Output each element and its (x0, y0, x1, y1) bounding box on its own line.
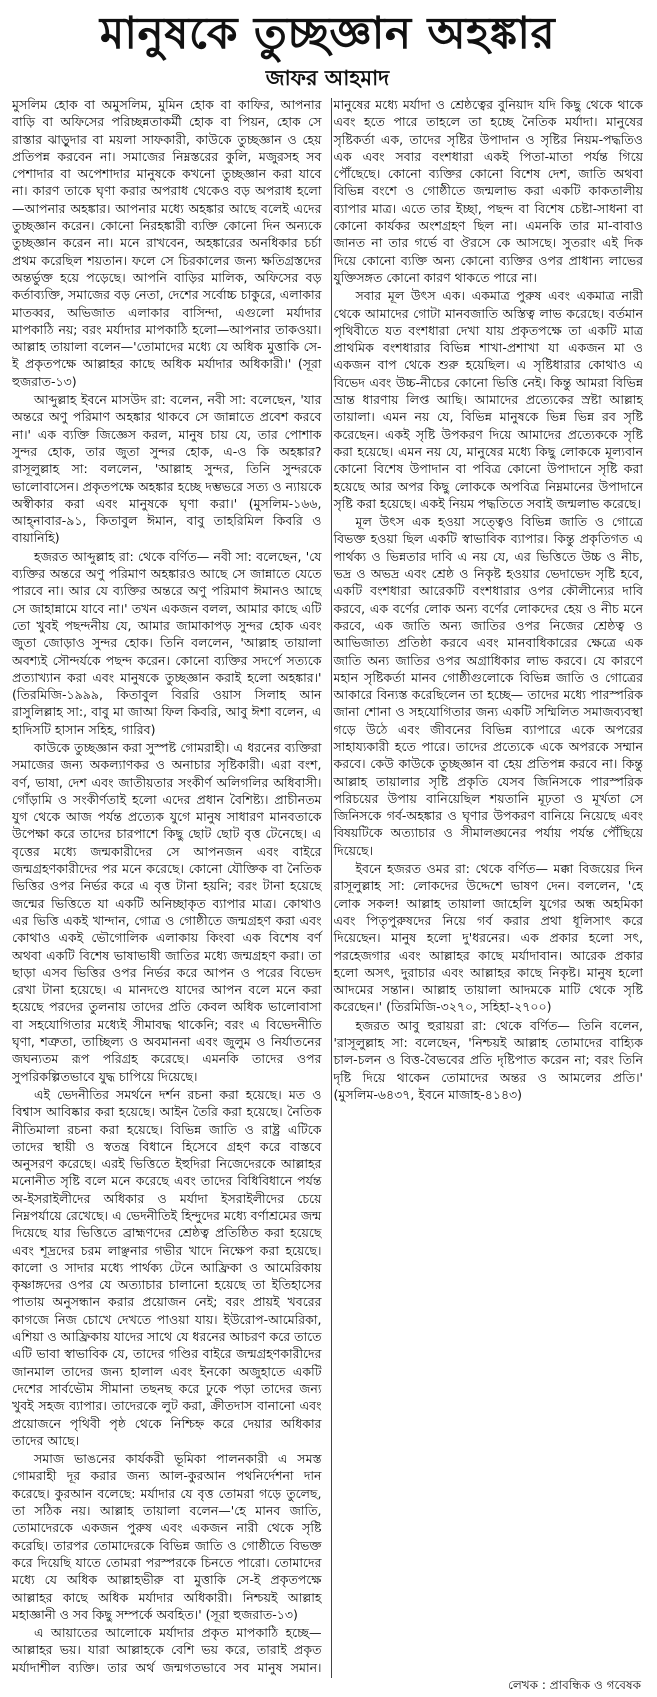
article-paragraph: মূল উৎস এক হওয়া সত্ত্বেও বিভিন্ন জাতি ও গোত্রে বিভক্ত হওয়া ছিল একটি স্বাভাবিক ব্যাপার। কিন্তু প্রকৃতিগত এ পার্থক্য ও ভিন্নতার দাবি এ নয় যে, এর ভিত্তিতে উচ্চ ও নীচ, ভদ্র ও অভদ্র এবং শ্রেষ্ঠ ও নিকৃষ্ট হওয়ার ভেদাভেদ সৃষ্টি হবে, একটি বংশধারা আরেকটি বংশধারার ওপর কৌলীন্যের দাবি করবে, এক বর্ণের লোক অন্য বর্ণের লোকদের হেয় ও নীচ মনে করবে, এক জাতি অন্য জাতির ওপর নিজের শ্রেষ্ঠত্ব ও আভিজাত্য প্রতিষ্ঠা করবে এবং মানবাধিকারের ক্ষেত্রে এক জাতি অন্য জাতির ওপর অগ্রাধিকার লাভ করবে। যে কারণে মহান সৃষ্টিকর্তা মানব গোষ্ঠীগুলোকে বিভিন্ন জাতি ও গোত্রের আকারে বিন্যস্ত করেছিলেন তা হচ্ছে— তাদের মধ্যে পারস্পরিক জানা শোনা ও সহযোগিতার জন্য একটি সম্মিলিত সমাজব্যবস্থা গড়ে উঠে এবং জীবনের বিভিন্ন ব্যাপারে একে অপরের সাহায্যকারী হতে পারে। তাদের প্রত্যেকে একে অপরকে সম্মান করবে। কেউ কাউকে তুচ্ছজ্ঞান বা হেয় প্রতিপন্ন করবে না। কিন্তু আল্লাহ তায়ালার সৃষ্টি প্রকৃতি যেসব জিনিসকে পারস্পরিক পরিচয়ের উপায় বানিয়েছিল শয়তানি মূঢ়তা ও মূর্খতা সে জিনিসকে গর্ব-অহঙ্কার ও ঘৃণার উপকরণ বানিয়ে নিয়েছে এবং বিষয়টিকে অত্যাচার ও সীমালঙ্ঘনের পর্যায় পর্যন্ত পৌঁছিয়ে দিয়েছে। (333, 514, 643, 858)
article-paragraph: হজরত আব্দুল্লাহ রা: থেকে বর্ণিত— নবী সা: বলেছেন, 'যে ব্যক্তির অন্তরে অণু পরিমাণ অহঙ্কারও আছে সে জান্নাতে যেতে পারবে না। আর যে ব্যক্তির অন্তরে অণু পরিমাণ ঈমানও আছে সে জাহান্নামে যাবে না।' তখন একজন বলল, আমার কাছে এটি তো খুবই পছন্দনীয় যে, আমার জামাকাপড় সুন্দর হোক এবং জুতা জোড়াও সুন্দর হোক। তিনি বললেন, 'আল্লাহ তায়ালা অবশ্যই সৌন্দর্যকে পছন্দ করেন। কোনো ব্যক্তির সদর্পে সত্যকে প্রত্যাখ্যান করা এবং মানুষকে তুচ্ছজ্ঞান করাই হলো অহঙ্কার।' (তিরমিজি-১৯৯৯, কিতাবুল বিররি ওয়াস সিলাহ আন রাসুলিল্লাহ সা:, বাবু মা জাআ ফিল কিবরি, আবু ঈশা বলেন, এ হাদিসটি হাসান সহিহ, গারিব) (12, 548, 322, 737)
article-paragraph: সবার মূল উৎস এক। একমাত্র পুরুষ এবং একমাত্র নারী থেকে আমাদের গোটা মানবজাতি অস্তিত্ব লাভ করেছে। বর্তমান পৃথিবীতে যত বংশধারা দেখা যায় প্রকৃতপক্ষে তা একটি মাত্র প্রাথমিক বংশধারার বিভিন্ন শাখা-প্রশাখা যা একজন মা ও একজন বাপ থেকে শুরু হয়েছিল। এ সৃষ্টিধারার কোথাও এ বিভেদ এবং উচ্চ-নীচের কোনো ভিত্তি নেই। কিন্তু আমরা বিভিন্ন ভ্রান্ত ধারণায় লিপ্ত আছি। আমাদের প্রত্যেকের স্রষ্টা আল্লাহ তায়ালা। এমন নয় যে, বিভিন্ন মানুষকে ভিন্ন ভিন্ন রব সৃষ্টি করেছেন। একই সৃষ্টি উপকরণ দিয়ে আমাদের প্রত্যেককে সৃষ্টি করা হয়েছে। এমন নয় যে, মানুষের মধ্যে কিছু লোককে মূল্যবান কোনো বিশেষ উপাদান বা পবিত্র কোনো উপাদানে সৃষ্টি করা হয়েছে আর অপর কিছু লোককে অপবিত্র নিম্নমানের উপাদানে সৃষ্টি করা হয়েছে। একই নিয়ম পদ্ধতিতে সবাই জন্মলাভ করেছে। (333, 288, 643, 511)
article-paragraph: হজরত আবু হুরায়রা রা: থেকে বর্ণিত— তিনি বলেন, 'রাসূলুল্লাহ সা: বলেছেন, 'নিশ্চয়ই আল্লাহ তোমাদের বাহ্যিক চাল-চলন ও বিত্ত-বৈভবের প্রতি দৃষ্টিপাত করেন না; বরং তিনি দৃষ্টি দিয়ে থাকেন তোমাদের অন্তর ও আমলের প্রতি।' (মুসলিম-৬৪৩৭, ইবনে মাজাহ-৪১৪৩) (333, 1017, 643, 1102)
column-divider (331, 98, 332, 1678)
article-body (12, 96, 643, 1686)
article-paragraph: মুসলিম হোক বা অমুসলিম, মুমিন হোক বা কাফির, আপনার বাড়ি বা অফিসের পরিচ্ছন্নতাকর্মী হোক বা পিয়ন, হোক সে রাস্তার ঝাড়ুদার বা ময়লা সাফকারী, কাউকে তুচ্ছজ্ঞান ও হেয় প্রতিপন্ন করবেন না। সমাজের নিম্নস্তরের কুলি, মজুরসহ সব পেশাদার বা অপেশাদার মানুষকে কখনো তুচ্ছজ্ঞান করা যাবে না। কারণ তাকে ঘৃণা করার অপরাধ থেকেও বড় অপরাধ হলো—আপনার অহঙ্কার। আপনার মধ্যে অহঙ্কার আছে বলেই এদের তুচ্ছজ্ঞান করেন। কোনো নিরহঙ্কারী ব্যক্তি কোনো দিন অন্যকে তুচ্ছজ্ঞান করেন না। মনে রাখবেন, অহঙ্কারের অনধিকার চর্চা প্রথম করেছিল শয়তান। ফলে সে চিরকালের জন্য ক্ষতিগ্রস্তদের অন্তর্ভুক্ত হয়ে পড়েছে। আপনি বাড়ির মালিক, অফিসের বড় কর্তাব্যক্তি, সমাজের বড় নেতা, দেশের সর্বোচ্চ চাকুরে, এলাকার মাতব্বর, অভিজাত এলাকার বাসিন্দা, এগুলো মর্যাদার মাপকাঠি নয়; বরং মর্যাদার মাপকাঠি হলো—আপনার তাকওয়া। আল্লাহ তায়ালা বলেন—'তোমাদের মধ্যে যে অধিক মুত্তাকি সে-ই প্রকৃতপক্ষে আল্লাহর কাছে অধিক মর্যাদার অধিকারী।' (সূরা হুজরাত-১৩) (12, 97, 322, 389)
article-paragraph: ইবনে হজরত ওমর রা: থেকে বর্ণিত— মক্কা বিজয়ের দিন রাসূলুল্লাহ সা: লোকদের উদ্দেশে ভাষণ দেন। বললেন, 'হে লোক সকল! আল্লাহ তায়ালা জাহেলি যুগের অন্ধ অহমিকা এবং পিতৃপুরুষদের নিয়ে গর্ব করার প্রথা ধূলিসাৎ করে দিয়েছেন। মানুষ হলো দু'ধরনের। এক প্রকার হলো সৎ, পরহেজগার এবং আল্লাহর কাছে মর্যাদাবান। আরেক প্রকার হলো অসৎ, দুরাচার এবং আল্লাহর কাছে নিকৃষ্ট। মানুষ হলো আদমের সন্তান। আল্লাহ তায়ালা আদমকে মাটি থেকে সৃষ্টি করেছেন।' (তিরমিজি-৩২৭০, সহিহা-২৭০০) (333, 861, 643, 1015)
article-byline: জাফর আহমাদ (265, 66, 390, 90)
article-headline: মানুষকে তুচ্ছজ্ঞান অহঙ্কার (99, 8, 556, 59)
article-paragraph: এই ভেদনীতির সমর্থনে দর্শন রচনা করা হয়েছে। মত ও বিশ্বাস আবিষ্কার করা হয়েছে। আইন তৈরি করা হয়েছে। নৈতিক নীতিমালা রচনা করা হয়েছে। বিভিন্ন জাতি ও রাষ্ট্র এটিকে তাদের স্থায়ী ও স্বতন্ত্র বিধানে হিসেবে গ্রহণ করে বাস্তবে অনুসরণ করেছে। এরই ভিত্তিতে ইহুদিরা নিজেদেরকে আল্লাহর মনোনীত সৃষ্টি বলে মনে করেছে এবং তাদের বিধিবিধানে পর্যন্ত অ-ইসরাইলীদের অধিকার ও মর্যাদা ইসরাইলীদের চেয়ে নিম্নপর্যায়ে রেখেছে। এ ভেদনীতিই হিন্দুদের মধ্যে বর্ণাশ্রমের জন্ম দিয়েছে যার ভিত্তিতে ব্রাহ্মণদের শ্রেষ্ঠত্ব প্রতিষ্ঠিত করা হয়েছে এবং শূদ্রদের চরম লাঞ্ছনার গভীর খাদে নিক্ষেপ করা হয়েছে। কালো ও সাদার মধ্যে পার্থক্য টেনে আফ্রিকা ও আমেরিকায় কৃষ্ণাঙ্গদের ওপর যে অত্যাচার চালানো হয়েছে তা ইতিহাসের পাতায় অনুসন্ধান করার প্রয়োজন নেই; বরং প্রায়ই খবরের কাগজে নিজ চোখে দেখতে পাওয়া যায়। ইউরোপ-আমেরিকা, এশিয়া ও আফ্রিকায় যাদের সাথে যে ধরনের আচরণ করে তাতে এটি ভাবা স্বাভাবিক যে, তাদের গণ্ডির বাইরে জন্মগ্রহণকারীদের জানমাল তাদের জন্য হালাল এবং ইনকো অজুহাতে একটি দেশের সার্বভৌম সীমানা তছনছ করে ঢুকে পড়া তাদের জন্য খুবই সহজ ব্যাপার। তাদেরকে লুট করা, ক্রীতদাস বানানো এবং প্রয়োজনে পৃথিবী পৃষ্ঠ থেকে নিশ্চিহ্ন করে দেয়ার অধিকার তাদের আছে। (12, 1086, 322, 1448)
article-paragraph: এ আয়াতের আলোকে মর্যাদার প্রকৃত মাপকাঠি হচ্ছে— আল্লাহর ভয়। যারা আল্লাহকে বেশি ভয় করে, তারাই প্রকৃত মর্যাদাশীল ব্যক্তি। তার অর্থ জন্মগতভাবে সব মানুষ সমান। মানুষের মধ্যে মর্যাদা ও শ্রেষ্ঠত্বের বুনিয়াদ যদি কিছু থেকে থাকে এবং হতে পারে তাহলে তা হচ্ছে নৈতিক মর্যাদা। মানুষের সৃষ্টিকর্তা এক, তাদের সৃষ্টির উপাদান ও সৃষ্টির নিয়ম-পদ্ধতিও এক এবং সবার বংশধারা একই পিতা-মাতা পর্যন্ত গিয়ে পৌঁছেছে। কোনো ব্যক্তির কোনো বিশেষ দেশ, জাতি অথবা বিভিন্ন বংশে ও গোষ্ঠীতে জন্মলাভ করা একটি কাকতালীয় ব্যাপার মাত্র। এতে তার ইচ্ছা, পছন্দ বা বিশেষ চেষ্টা-সাধনা বা কোনো কার্যকর অংশগ্রহণ ছিল না। এমনকি তার মা-বাবাও জানত না তার গর্ভে বা ঔরসে কে আসছে। সুতরাং এই দিক দিয়ে কোনো ব্যক্তি অন্য কোনো ব্যক্তির ওপর প্রাধান্য লাভের যুক্তিসঙ্গত কোনো কারণ থাকতে পারে না। (12, 97, 643, 1675)
article-paragraph: কাউকে তুচ্ছজ্ঞান করা সুস্পষ্ট গোমরাহী। এ ধরনের ব্যক্তিরা সমাজের জন্য অকল্যাণকর ও অনাচার সৃষ্টিকারী। এরা বংশ, বর্ণ, ভাষা, দেশ এবং জাতীয়তার সংকীর্ণ অলিগলির অধিবাসী। গোঁড়ামি ও সংকীর্ণতাই হলো এদের প্রধান বৈশিষ্ট্য। প্রাচীনতম যুগ থেকে আজ পর্যন্ত প্রত্যেক যুগে মানুষ সাধারণ মানবতাকে উপেক্ষা করে তাদের চারপাশে কিছু ছোট ছোট বৃত্ত টেনেছে। এ বৃত্তের মধ্যে জন্মকারীদের সে আপনজন এবং বাইরে জন্মগ্রহণকারীদের পর মনে করেছে। কোনো যৌক্তিক বা নৈতিক ভিত্তির ওপর নির্ভর করে এ বৃত্ত টানা হয়নি; বরং টানা হয়েছে জন্মের ভিত্তিতে যা একটি অনিচ্ছাকৃত ব্যাপার মাত্র। কোথাও এর ভিত্তি একই খান্দান, গোত্র ও গোষ্ঠীতে জন্মগ্রহণ করা এবং কোথাও একই ভৌগোলিক এলাকায় কিংবা এক বিশেষ বর্ণ অথবা একটি বিশেষ ভাষাভাষী জাতির মধ্যে জন্মগ্রহণ করা। তা ছাড়া এসব ভিত্তির ওপর নির্ভর করে আপন ও পরের বিভেদ রেখা টানা হয়েছে। এ মানদণ্ডে যাদের আপন বলে মনে করা হয়েছে পরদের তুলনায় তাদের প্রতি কেবল অধিক ভালোবাসা বা সহযোগিতার মধ্যেই সীমাবদ্ধ থাকেনি; বরং এ বিভেদনীতি ঘৃণা, শত্রুতা, তাচ্ছিল্য ও অবমাননা এবং জুলুম ও নির্যাতনের জঘন্যতম রূপ পরিগ্রহ করেছে। এমনকি তাদের ওপর সুপরিকল্পিতভাবে যুদ্ধ চাপিয়ে দিয়েছে। (12, 739, 322, 1084)
author-note: লেখক : প্রাবন্ধিক ও গবেষক (507, 1678, 641, 1692)
article-paragraph: আব্দুল্লাহ ইবনে মাসউদ রা: বলেন, নবী সা: বলেছেন, 'যার অন্তরে অণু পরিমাণ অহঙ্কার থাকবে সে জান্নাতে প্রবেশ করবে না।' এক ব্যক্তি জিজ্ঞেস করল, মানুষ চায় যে, তার পোশাক সুন্দর হোক, তার জুতা সুন্দর হোক, এ-ও কি অহঙ্কার? রাসূলুল্লাহ সা: বললেন, 'আল্লাহ সুন্দর, তিনি সুন্দরকে ভালোবাসেন। প্রকৃতপক্ষে অহঙ্কার হচ্ছে দম্ভভরে সত্য ও ন্যায়কে অস্বীকার করা এবং মানুষকে ঘৃণা করা।' (মুসলিম-১৬৬, আহ্‌নাবার-৯১, কিতাবুল ঈমান, বাবু তাহরিমিল কিবরি ও বায়ানিহি) (12, 392, 322, 546)
article-paragraph: সমাজ ভাঙনের কার্যকরী ভূমিকা পালনকারী এ সমস্ত গোমরাহী দূর করার জন্য আল-কুরআন পথনির্দেশনা দান করেছে। কুরআন বলেছে: মর্যাদার যে বৃত্ত তোমরা গড়ে তুলেছ, তা সঠিক নয়। আল্লাহ তায়ালা বলেন—'হে মানব জাতি, তোমাদেরকে একজন পুরুষ এবং একজন নারী থেকে সৃষ্টি করেছি। তারপর তোমাদেরকে বিভিন্ন জাতি ও গোষ্ঠীতে বিভক্ত করে দিয়েছি যাতে তোমরা পরস্পরকে চিনতে পারো। তোমাদের মধ্যে যে অধিক আল্লাহভীরু বা মুত্তাকি সে-ই প্রকৃতপক্ষে আল্লাহর কাছে অধিক মর্যাদার অধিকারী। নিশ্চয়ই আল্লাহ মহাজ্ঞানী ও সব কিছু সম্পর্কে অবহিত।' (সূরা হুজরাত-১৩) (12, 1451, 322, 1622)
